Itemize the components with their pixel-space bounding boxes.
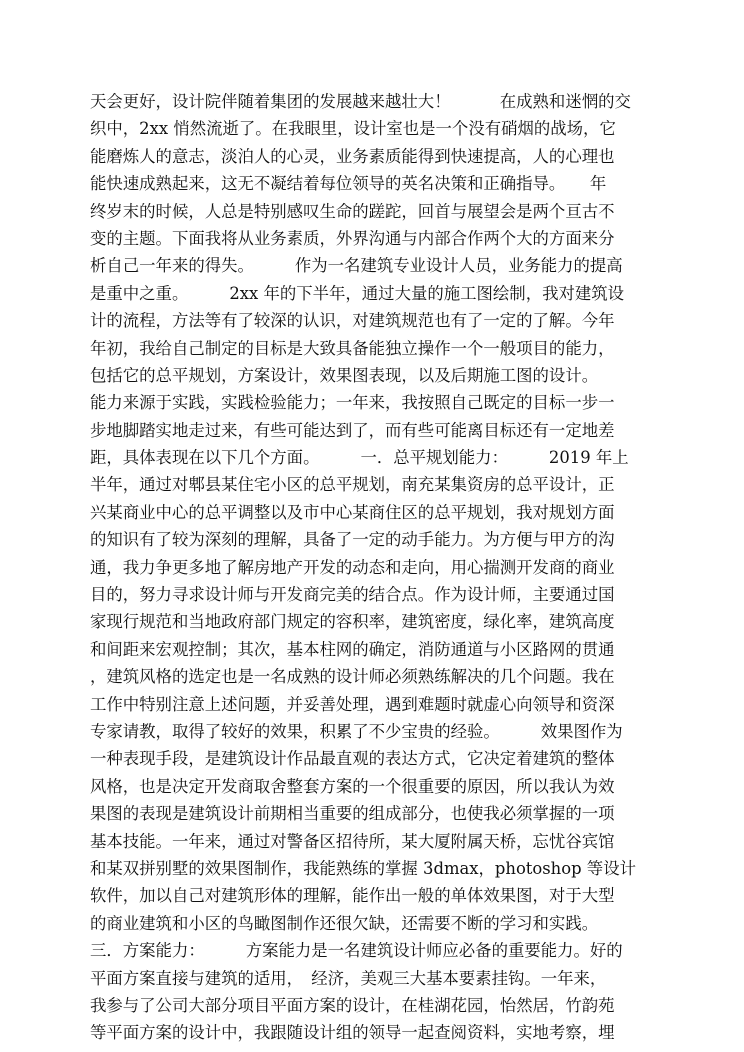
text-line: 平面方案直接与建筑的适用， 经济，美观三大基本要素挂钩。一年来， bbox=[90, 968, 607, 988]
text-line: 析自己一年来的得失。 作为一名建筑专业设计人员，业务能力的提高 bbox=[90, 256, 623, 276]
text-line: 年初，我给自己制定的目标是大致具备能独立操作一个一般项目的能力， bbox=[90, 338, 615, 358]
text-line: 目的，努力寻求设计师与开发商完美的结合点。作为设计师，主要通过国 bbox=[90, 585, 615, 605]
text-line: 天会更好，设计院伴随着集团的发展越来越壮大！ 在成熟和迷惘的交 bbox=[90, 92, 631, 111]
text-line: 终岁末的时候，人总是特别感叹生命的蹉跎，回首与展望会是两个亘古不 bbox=[90, 201, 615, 221]
text-line: 我参与了公司大部分项目平面方案的设计，在桂湖花园，怡然居，竹韵苑 bbox=[90, 995, 615, 1015]
body-text bbox=[90, 88, 655, 1047]
text-line: 距，具体表现在以下几个方面。 一．总平规划能力： 2019 年上 bbox=[90, 448, 629, 468]
text-line: 织中，2xx 悄然流逝了。在我眼里，设计室也是一个没有硝烟的战场，它 bbox=[90, 119, 616, 139]
text-line: 和间距来宏观控制；其次，基本柱网的确定，消防通道与小区路网的贯通 bbox=[90, 639, 615, 659]
text-line: 能磨炼人的意志，淡泊人的心灵，业务素质能得到快速提高，人的心理也 bbox=[90, 146, 615, 166]
text-line: ，建筑风格的选定也是一名成熟的设计师必须熟练解决的几个问题。我在 bbox=[90, 667, 615, 687]
text-line: 风格，也是决定开发商取舍整套方案的一个很重要的原因，所以我认为效 bbox=[90, 776, 615, 796]
text-line: 和某双拼别墅的效果图制作，我能熟练的掌握 3dmax，photoshop 等设计 bbox=[90, 858, 636, 878]
text-line: 基本技能。一年来，通过对警备区招待所，某大厦附属天桥，忘忧谷宾馆 bbox=[90, 831, 615, 851]
text-line: 果图的表现是建筑设计前期相当重要的组成部分，也使我必须掌握的一项 bbox=[90, 804, 615, 824]
text-line: 能力来源于实践，实践检验能力；一年来，我按照自己既定的目标一步一 bbox=[90, 393, 615, 413]
text-line: 是重中之重。 2xx 年的下半年，通过大量的施工图绘制，我对建筑设 bbox=[90, 283, 625, 303]
text-line: 半年，通过对郫县某住宅小区的总平规划，南充某集资房的总平设计，正 bbox=[90, 475, 615, 495]
text-line: 变的主题。下面我将从业务素质，外界沟通与内部合作两个大的方面来分 bbox=[90, 228, 615, 248]
text-line: 软件，加以自己对建筑形体的理解，能作出一般的单体效果图，对于大型 bbox=[90, 886, 615, 906]
text-line: 步地脚踏实地走过来，有些可能达到了，而有些可能离目标还有一定地差 bbox=[90, 420, 615, 440]
text-line: 计的流程，方法等有了较深的认识，对建筑规范也有了一定的了解。今年 bbox=[90, 311, 615, 331]
text-line: 的知识有了较为深刻的理解，具备了一定的动手能力。为方便与甲方的沟 bbox=[90, 530, 615, 550]
text-line: 兴某商业中心的总平调整以及市中心某商住区的总平规划，我对规划方面 bbox=[90, 502, 615, 522]
text-line: 一种表现手段，是建筑设计作品最直观的表达方式，它决定着建筑的整体 bbox=[90, 749, 615, 769]
text-line: 包括它的总平规划，方案设计，效果图表现，以及后期施工图的设计。 bbox=[90, 365, 599, 385]
text-line: 的商业建筑和小区的鸟瞰图制作还很欠缺，还需要不断的学习和实践。 bbox=[90, 913, 599, 933]
text-line: 三．方案能力： 方案能力是一名建筑设计师应必备的重要能力。好的 bbox=[90, 941, 623, 961]
text-line: 能快速成熟起来，这无不凝结着每位领导的英名决策和正确指导。 年 bbox=[90, 174, 607, 194]
text-line: 通，我力争更多地了解房地产开发的动态和走向，用心揣测开发商的商业 bbox=[90, 557, 615, 577]
text-line: 家现行规范和当地政府部门规定的容积率，建筑密度，绿化率，建筑高度 bbox=[90, 612, 615, 632]
text-line: 等平面方案的设计中，我跟随设计组的领导一起查阅资料，实地考察，埋 bbox=[90, 1023, 615, 1043]
text-line: 工作中特别注意上述问题，并妥善处理，遇到难题时就虚心向领导和资深 bbox=[90, 694, 615, 714]
text-line: 专家请教，取得了较好的效果，积累了不少宝贵的经验。 效果图作为 bbox=[90, 721, 623, 741]
